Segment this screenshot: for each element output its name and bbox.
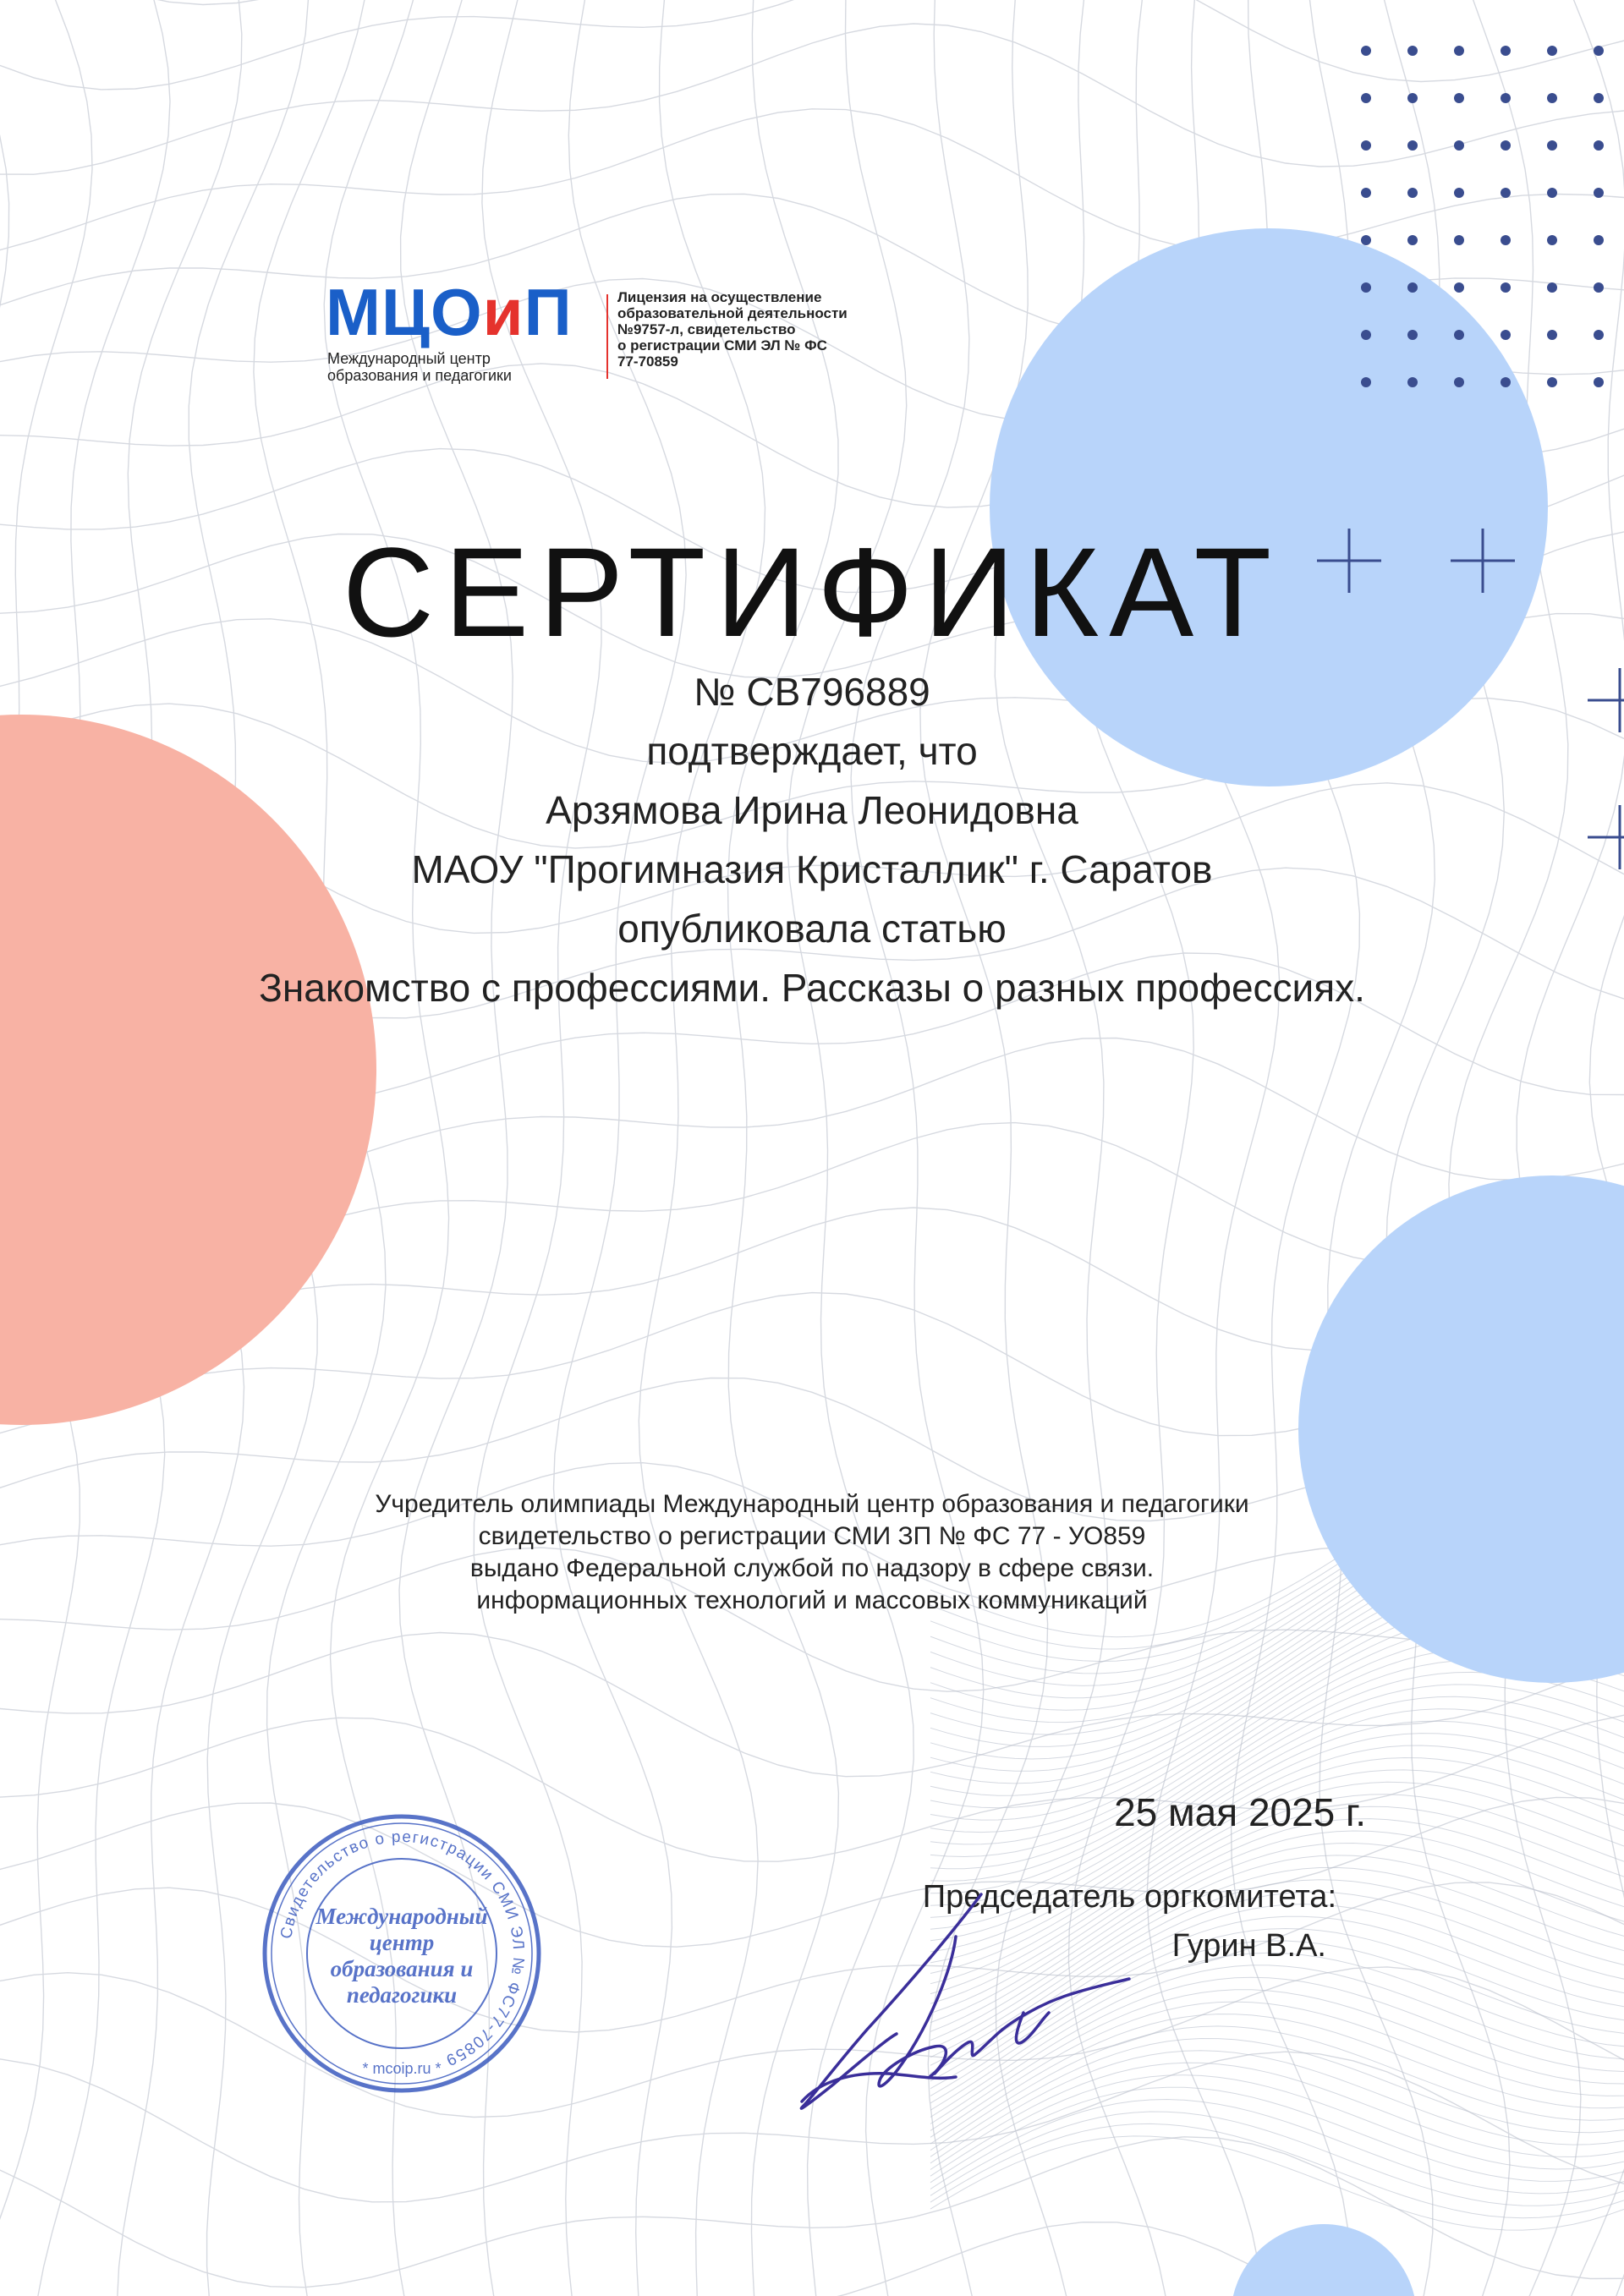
stamp-center-line1: Международный	[315, 1904, 488, 1929]
dot-icon	[1501, 188, 1511, 198]
dot-icon	[1594, 46, 1604, 56]
dot-icon	[1547, 46, 1557, 56]
dot-icon	[1454, 377, 1464, 387]
dot-icon	[1454, 46, 1464, 56]
chair-title: Председатель оргкомитета:	[922, 1879, 1336, 1915]
dot-icon	[1594, 93, 1604, 103]
stamp-center-line4: педагогики	[346, 1982, 458, 2008]
confirms-text: подтверждает, что	[646, 729, 978, 773]
license-text: Лицензия на осуществление образовательной деятельности №9757-л, свидетельство о регистрации СМИ ЭЛ № ФС 77-70859	[617, 289, 848, 370]
chair-signature	[787, 1877, 1142, 2131]
dot-icon	[1501, 235, 1511, 245]
dot-icon	[1454, 330, 1464, 340]
chair-name: Гурин В.А.	[1171, 1928, 1326, 1964]
logo-subtitle: Международный центр образования и педагогики	[327, 350, 512, 384]
recipient-organization: МАОУ "Прогимназия Кристаллик" г. Саратов	[411, 847, 1213, 891]
certificate-title: СЕРТИФИКАТ	[342, 521, 1282, 663]
logo-block	[326, 275, 901, 389]
dot-icon	[1547, 282, 1557, 293]
dot-icon	[1361, 93, 1371, 103]
dot-icon	[1454, 140, 1464, 151]
dot-icon	[1407, 235, 1418, 245]
dot-icon	[1547, 377, 1557, 387]
dot-icon	[1454, 188, 1464, 198]
organization-stamp	[258, 1810, 546, 2097]
dot-icon	[1407, 46, 1418, 56]
recipient-name: Арзямова Ирина Леонидовна	[546, 788, 1078, 832]
dot-icon	[1501, 377, 1511, 387]
dot-icon	[1594, 235, 1604, 245]
issue-date: 25 мая 2025 г.	[1114, 1790, 1366, 1834]
dot-icon	[1594, 282, 1604, 293]
dot-icon	[1547, 235, 1557, 245]
dot-icon	[1547, 188, 1557, 198]
dot-icon	[1454, 93, 1464, 103]
dot-icon	[1594, 330, 1604, 340]
certificate-number: № СВ796889	[694, 670, 930, 714]
stamp-ring-text: Свидетельство о регистрации СМИ ЭЛ № ФС77-70859	[277, 1827, 528, 2069]
dot-icon	[1361, 235, 1371, 245]
dot-icon	[1454, 282, 1464, 293]
dot-icon	[1361, 377, 1371, 387]
blue-circle-bottom	[1231, 2224, 1417, 2296]
dot-icon	[1361, 282, 1371, 293]
dot-icon	[1407, 140, 1418, 151]
dot-icon	[1501, 46, 1511, 56]
logo-mark: МЦОиП	[326, 275, 573, 349]
dot-icon	[1501, 93, 1511, 103]
dot-icon	[1407, 93, 1418, 103]
article-title: Знакомство с профессиями. Рассказы о разных профессиях.	[259, 966, 1365, 1010]
dot-icon	[1594, 140, 1604, 151]
dot-icon	[1594, 377, 1604, 387]
dot-icon	[1547, 330, 1557, 340]
dot-icon	[1547, 93, 1557, 103]
stamp-center-line3: образования и	[330, 1956, 474, 1981]
dot-icon	[1454, 235, 1464, 245]
dot-icon	[1361, 46, 1371, 56]
dot-icon	[1361, 140, 1371, 151]
stamp-center-line2: центр	[369, 1930, 435, 1955]
action-text: опубликовала статью	[617, 907, 1007, 951]
dot-icon	[1407, 377, 1418, 387]
stamp-footer: * mcoip.ru *	[362, 2060, 442, 2077]
dot-icon	[1361, 330, 1371, 340]
dot-icon	[1407, 188, 1418, 198]
dot-icon	[1501, 140, 1511, 151]
dot-icon	[1547, 140, 1557, 151]
founder-info: Учредитель олимпиады Международный центр образования и педагогики свидетельство о регистрации СМИ ЗП № ФС 77 - УО859 выдано Федеральной службой по надзору в сфере связи. информационных технологий и массовых коммуникаций	[375, 1490, 1249, 1614]
dot-icon	[1501, 282, 1511, 293]
dot-icon	[1407, 282, 1418, 293]
dot-icon	[1407, 330, 1418, 340]
dot-icon	[1594, 188, 1604, 198]
dot-icon	[1361, 188, 1371, 198]
dot-icon	[1501, 330, 1511, 340]
